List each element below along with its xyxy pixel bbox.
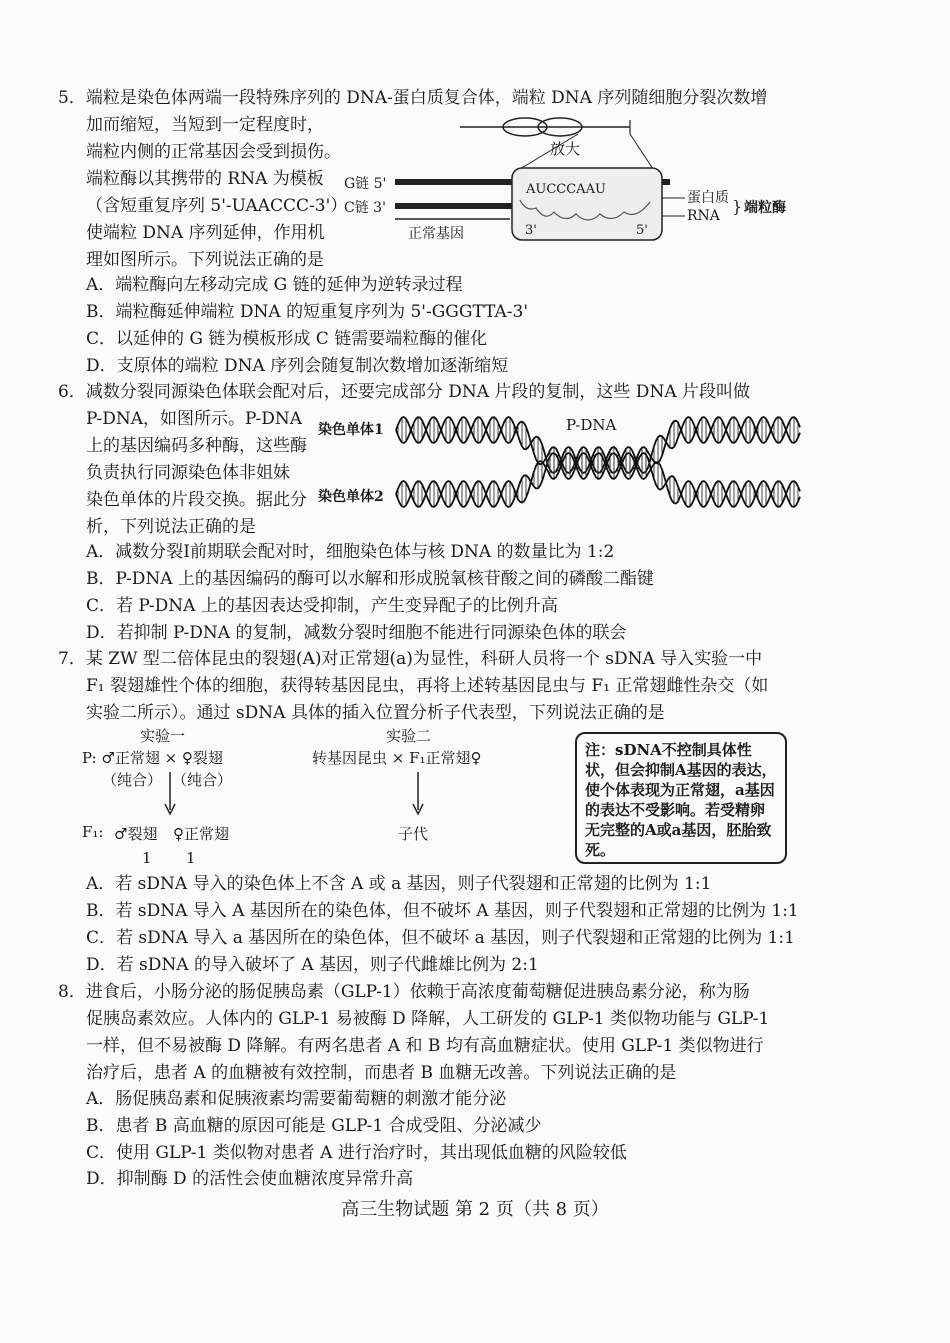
exp2-arrow-icon bbox=[408, 770, 428, 820]
normal-gene-label: 正常基因 bbox=[408, 226, 464, 242]
chromatid-1-label: 染色单体1 bbox=[318, 422, 384, 438]
exp1-parents: P: ♂正常翅 × ♀裂翅 bbox=[82, 749, 223, 767]
q7-option-a: A．若 sDNA 导入的染色体上不含 A 或 a 基因，则子代裂翅和正常翅的比例为 1:1 bbox=[86, 874, 712, 894]
q5-stem-line-2: 加而缩短，当短到一定程度时， bbox=[86, 115, 324, 135]
q6-stem-line-2: P-DNA，如图所示。P-DNA bbox=[86, 409, 303, 429]
q5-option-a: A．端粒酶向左移动完成 G 链的延伸为逆转录过程 bbox=[86, 275, 463, 295]
q8-option-d: D．抑制酶 D 的活性会使血糖浓度异常升高 bbox=[86, 1169, 414, 1189]
q5-stem-line-3: 端粒内侧的正常基因会受到损伤。 bbox=[86, 142, 341, 162]
exp1-f1-label: F₁: bbox=[82, 823, 104, 841]
q6-stem-line-1: 6．减数分裂同源染色体联会配对后，还要完成部分 DNA 片段的复制，这些 DNA 片段叫做 bbox=[58, 382, 750, 402]
q8-stem-line-2: 促胰岛素效应。人体内的 GLP-1 易被酶 D 降解，人工研发的 GLP-1 类似物功能与 GLP-1 bbox=[86, 1009, 770, 1029]
q8-option-a: A．肠促胰岛素和促胰液素均需要葡萄糖的刺激才能分泌 bbox=[86, 1089, 507, 1109]
telomerase-diagram bbox=[340, 112, 820, 252]
q6-stem-line-3: 上的基因编码多种酶，这些酶 bbox=[86, 436, 307, 456]
magnify-label: 放大 bbox=[550, 140, 581, 158]
exp1-ratio-1: 1 bbox=[142, 849, 152, 867]
rna-label: RNA bbox=[687, 208, 720, 224]
q5-stem-line-1: 5．端粒是染色体两端一段特殊序列的 DNA-蛋白质复合体，端粒 DNA 序列随细胞分裂次数增 bbox=[58, 88, 768, 108]
q6-option-a: A．减数分裂Ⅰ前期联会配对时，细胞染色体与核 DNA 的数量比为 1:2 bbox=[86, 542, 615, 562]
q7-option-b: B．若 sDNA 导入 A 基因所在的染色体，但不破坏 A 基因，则子代裂翅和正常翅的比例为 1:1 bbox=[86, 901, 799, 921]
q8-stem-line-1: 8．进食后，小肠分泌的肠促胰岛素（GLP-1）依赖于高浓度葡萄糖促进胰岛素分泌，称为肠 bbox=[58, 982, 750, 1002]
q6-option-c: C．若 P-DNA 上的基因表达受抑制，产生变异配子的比例升高 bbox=[86, 596, 558, 616]
q5-stem-line-4: 端粒酶以其携带的 RNA 为模板 bbox=[86, 169, 324, 189]
telomerase-label: 端粒酶 bbox=[744, 200, 786, 216]
exp1-pure-2: （纯合） bbox=[172, 771, 233, 789]
q6-stem-line-5: 染色单体的片段交换。据此分 bbox=[86, 490, 307, 510]
exp1-ratio-2: 1 bbox=[186, 849, 196, 867]
pdna-diagram bbox=[318, 404, 808, 524]
q8-option-b: B．患者 B 高血糖的原因可能是 GLP-1 合成受阻、分泌减少 bbox=[86, 1116, 542, 1136]
q6-option-d: D．若抑制 P-DNA 的复制，减数分裂时细胞不能进行同源染色体的联会 bbox=[86, 623, 627, 643]
q6-stem-line-4: 负责执行同源染色体非姐妹 bbox=[86, 463, 290, 483]
chromatid-2-helix bbox=[396, 453, 800, 507]
q7-stem-line-1: 7．某 ZW 型二倍体昆虫的裂翅(A)对正常翅(a)为显性，科研人员将一个 sDNA 导入实验一中 bbox=[58, 649, 763, 669]
rna-3-end: 3' bbox=[525, 223, 537, 238]
q7-option-c: C．若 sDNA 导入 a 基因所在的染色体，但不破坏 a 基因，则子代裂翅和正常翅的比例为 1:1 bbox=[86, 928, 795, 948]
protein-label: 蛋白质 bbox=[687, 190, 729, 206]
q8-option-c: C．使用 GLP-1 类似物对患者 A 进行治疗时，其出现低血糖的风险较低 bbox=[86, 1143, 627, 1163]
q5-option-c: C．以延伸的 G 链为模板形成 C 链需要端粒酶的催化 bbox=[86, 329, 488, 349]
q5-stem-line-5: （含短重复序列 5'-UAACCC-3'） bbox=[86, 196, 348, 216]
c-chain-label: C链 3' bbox=[344, 200, 386, 216]
q6-stem-line-6: 析，下列说法正确的是 bbox=[86, 517, 256, 537]
rna-5-end: 5' bbox=[636, 223, 648, 238]
q8-stem-line-4: 治疗后，患者 A 的血糖被有效控制，而患者 B 血糖无改善。下列说法正确的是 bbox=[86, 1063, 677, 1083]
brace-icon: } bbox=[732, 197, 743, 216]
q8-stem-line-3: 一样，但不易被酶 D 降解。有两名患者 A 和 B 均有高血糖症状。使用 GLP-1 类似物进行 bbox=[86, 1036, 764, 1056]
q7-note-box: 注：sDNA不控制具体性状，但会抑制A基因的表达，使个体表现为正常翅，a基因的表达不受影响。若受精卵无完整的A或a基因，胚胎致死。 bbox=[575, 732, 787, 864]
exp2-title: 实验二 bbox=[386, 727, 432, 745]
exp1-arrow-icon bbox=[160, 770, 180, 820]
rna-sequence: AUCCCAAU bbox=[526, 182, 606, 197]
exp2-cross: 转基因昆虫 × F₁正常翅♀ bbox=[312, 749, 482, 767]
q6-option-b: B．P-DNA 上的基因编码的酶可以水解和形成脱氧核苷酸之间的磷酸二酯键 bbox=[86, 569, 654, 589]
exp2-offspring: 子代 bbox=[398, 825, 429, 843]
exp1-title: 实验一 bbox=[140, 727, 186, 745]
q5-stem-line-7: 理如图所示。下列说法正确的是 bbox=[86, 250, 324, 270]
g-chain-label: G链 5' bbox=[344, 176, 387, 192]
chromatid-2-label: 染色单体2 bbox=[318, 489, 384, 505]
q5-stem-line-6: 使端粒 DNA 序列延伸，作用机 bbox=[86, 223, 325, 243]
exp1-f1-male: ♂裂翅 bbox=[114, 825, 158, 843]
q7-stem-line-2: F₁ 裂翅雄性个体的细胞，获得转基因昆虫，再将上述转基因昆虫与 F₁ 正常翅雌性杂交（如 bbox=[86, 676, 769, 696]
q7-stem-line-3: 实验二所示）。通过 sDNA 具体的插入位置分析子代表型，下列说法正确的是 bbox=[86, 703, 665, 723]
q5-option-d: D．支原体的端粒 DNA 序列会随复制次数增加逐渐缩短 bbox=[86, 356, 509, 376]
exp1-f1-female: ♀正常翅 bbox=[173, 825, 229, 843]
q5-option-b: B．端粒酶延伸端粒 DNA 的短重复序列为 5'-GGGTTA-3' bbox=[86, 302, 529, 322]
exp1-pure-1: （纯合） bbox=[102, 771, 163, 789]
page-footer: 高三生物试题 第 2 页（共 8 页） bbox=[341, 1199, 609, 1220]
pdna-label: P-DNA bbox=[566, 416, 617, 434]
q7-option-d: D．若 sDNA 的导入破坏了 A 基因，则子代雌雄比例为 2:1 bbox=[86, 955, 539, 975]
